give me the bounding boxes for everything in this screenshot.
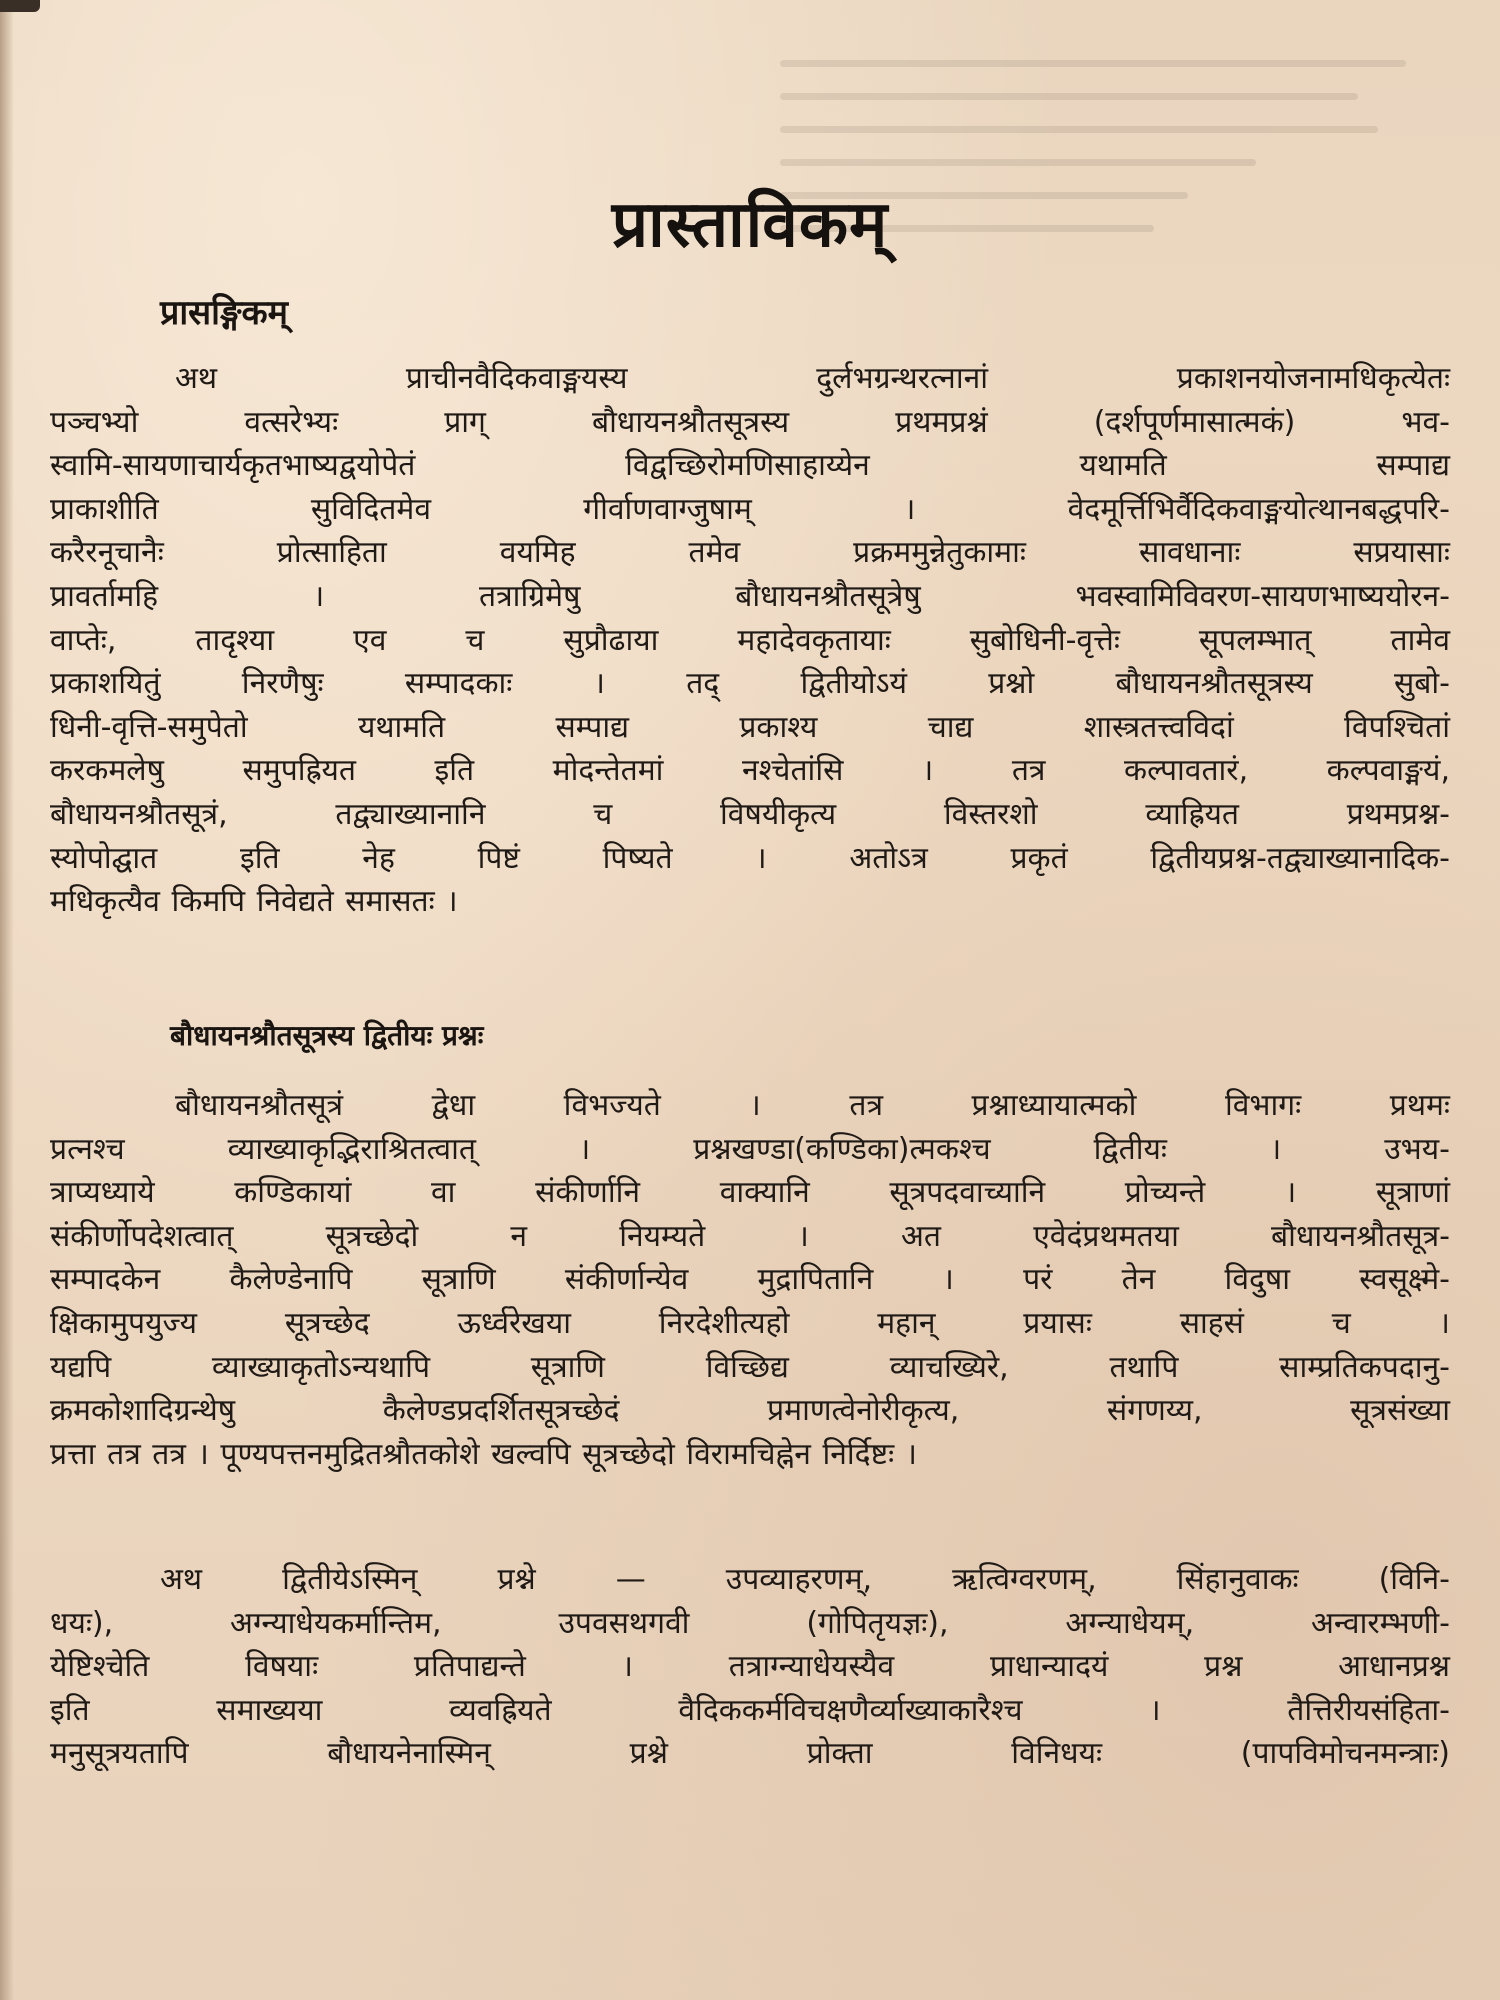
text-line: बौधायनश्रौतसूत्रं, तद्व्याख्यानानि च विषयीकृत्य विस्तरशो व्याह्रियत प्रथमप्रश्न-	[50, 796, 1450, 832]
text-line: धयः), अग्न्याधेयकर्मान्तिम, उपवसथगवी (गोपितृयज्ञः), अग्न्याधेयम्, अन्वारम्भणी-	[50, 1605, 1450, 1641]
text-line: प्रत्ता तत्र तत्र । पूण्यपत्तनमुद्रितश्रौतकोशे खल्वपि सूत्रच्छेदो विरामचिह्नेन निर्दिष्टः ।	[50, 1436, 918, 1472]
text-line: इति समाख्यया व्यवह्रियते वैदिककर्मविचक्षणैर्व्याख्याकारैश्च । तैत्तिरीयसंहिता-	[50, 1692, 1450, 1728]
paragraph-intro	[50, 357, 1450, 924]
section-heading-second-prashna: बौधायनश्रौतसूत्रस्य द्वितीयः प्रश्नः	[170, 1019, 484, 1052]
text-line: त्राप्यध्याये कण्डिकायां वा संकीर्णानि वाक्यानि सूत्रपदवाच्यानि प्रोच्यन्ते । सूत्राणां	[50, 1175, 1450, 1211]
corner-ink-mark	[0, 0, 40, 12]
text-line: स्योपोद्घात इति नेह पिष्टं पिष्यते । अतोऽत्र प्रकृतं द्वितीयप्रश्न-तद्व्याख्यानादिक-	[50, 840, 1450, 876]
text-line: करैरनूचानैः प्रोत्साहिता वयमिह तमेव प्रक्रममुन्नेतुकामाः सावधानाः सप्रयासाः	[50, 535, 1450, 571]
text-line: स्वामि-सायणाचार्यकृतभाष्यद्वयोपेतं विद्वच्छिरोमणिसाहाय्येन यथामति सम्पाद्य	[50, 448, 1450, 484]
page-title: प्रास्ताविकम्	[611, 188, 889, 262]
text-line: मनुसूत्रयतापि बौधायनेनास्मिन् प्रश्ने प्रोक्ता विनिधयः (पापविमोचनमन्त्राः)	[50, 1736, 1450, 1772]
text-line: प्राकाशीति सुविदितमेव गीर्वाणवाग्जुषाम् । वेदमूर्त्तिभिर्वैदिकवाङ्मयोत्थानबद्धपरि-	[50, 491, 1450, 527]
text-line: प्रत्नश्च व्याख्याकृद्भिराश्रितत्वात् । प्रश्नखण्डा(कण्डिका)त्मकश्च द्वितीयः । उभय-	[50, 1131, 1450, 1167]
text-line: अथ प्राचीनवैदिकवाङ्मयस्य दुर्लभग्रन्थरत्नानां प्रकाशनयोजनामधिकृत्येतः	[175, 361, 1450, 396]
page-edge-shadow	[0, 0, 14, 2000]
text-line: प्रावर्तामहि । तत्राग्रिमेषु बौधायनश्रौतसूत्रेषु भवस्वामिविवरण-सायणभाष्ययोरन-	[50, 578, 1450, 614]
paragraph-sutra-division	[50, 1084, 1450, 1476]
text-line: बौधायनश्रौतसूत्रं द्वेधा विभज्यते । तत्र प्रश्नाध्यायात्मको विभागः प्रथमः	[175, 1088, 1450, 1123]
text-line: करकमलेषु समुपह्रियत इति मोदन्तेतमां नश्चेतांसि । तत्र कल्पावतारं, कल्पवाङ्मयं,	[50, 753, 1450, 789]
text-line: क्रमकोशादिग्रन्थेषु कैलेण्डप्रदर्शितसूत्रच्छेदं प्रमाणत्वेनोरीकृत्य, संगणय्य, सूत्रसंख्या	[50, 1393, 1450, 1429]
text-line: मधिकृत्यैव किमपि निवेद्यते समासतः ।	[50, 884, 458, 920]
text-line: संकीर्णोपदेशत्वात् सूत्रच्छेदो न नियम्यते । अत एवेदंप्रथमतया बौधायनश्रौतसूत्र-	[50, 1218, 1450, 1254]
text-line: अथ द्वितीयेऽस्मिन् प्रश्ने — उपव्याहरणम्, ऋत्विग्वरणम्, सिंहानुवाकः (विनि-	[160, 1562, 1450, 1597]
text-line: वाप्तेः, तादृश्या एव च सुप्रौढाया महादेवकृतायाः सुबोधिनी-वृत्तेः सूपलम्भात् तामेव	[50, 622, 1450, 658]
text-line: धिनी-वृत्ति-समुपेतो यथामति सम्पाद्य प्रकाश्य चाद्य शास्त्रतत्त्वविदां विपश्चितां	[50, 709, 1450, 745]
paragraph-topics	[50, 1558, 1450, 1776]
text-line: यद्यपि व्याख्याकृतोऽन्यथापि सूत्राणि विच्छिद्य व्याचख्यिरे, तथापि साम्प्रतिकपदानु-	[50, 1349, 1450, 1385]
text-line: पञ्चभ्यो वत्सरेभ्यः प्राग् बौधायनश्रौतसूत्रस्य प्रथमप्रश्नं (दर्शपूर्णमासात्मकं) भव-	[50, 404, 1450, 440]
text-line: प्रकाशयितुं निरणैषुः सम्पादकाः । तद् द्वितीयोऽयं प्रश्नो बौधायनश्रौतसूत्रस्य सुबो-	[50, 666, 1450, 702]
text-line: येष्टिश्चेति विषयाः प्रतिपाद्यन्ते । तत्राग्न्याधेयस्यैव प्राधान्यादयं प्रश्न आधानप्रश्न	[50, 1649, 1450, 1685]
text-line: क्षिकामुपयुज्य सूत्रच्छेद ऊर्ध्वरेखया निरदेशीत्यहो महान् प्रयासः साहसं च ।	[50, 1305, 1450, 1341]
section-heading-prasangikam: प्रासङ्गिकम्	[160, 293, 288, 333]
text-line: सम्पादकेन कैलेण्डेनापि सूत्राणि संकीर्णान्येव मुद्रापितानि । परं तेन विदुषा स्वसूक्ष्मे-	[50, 1262, 1450, 1298]
